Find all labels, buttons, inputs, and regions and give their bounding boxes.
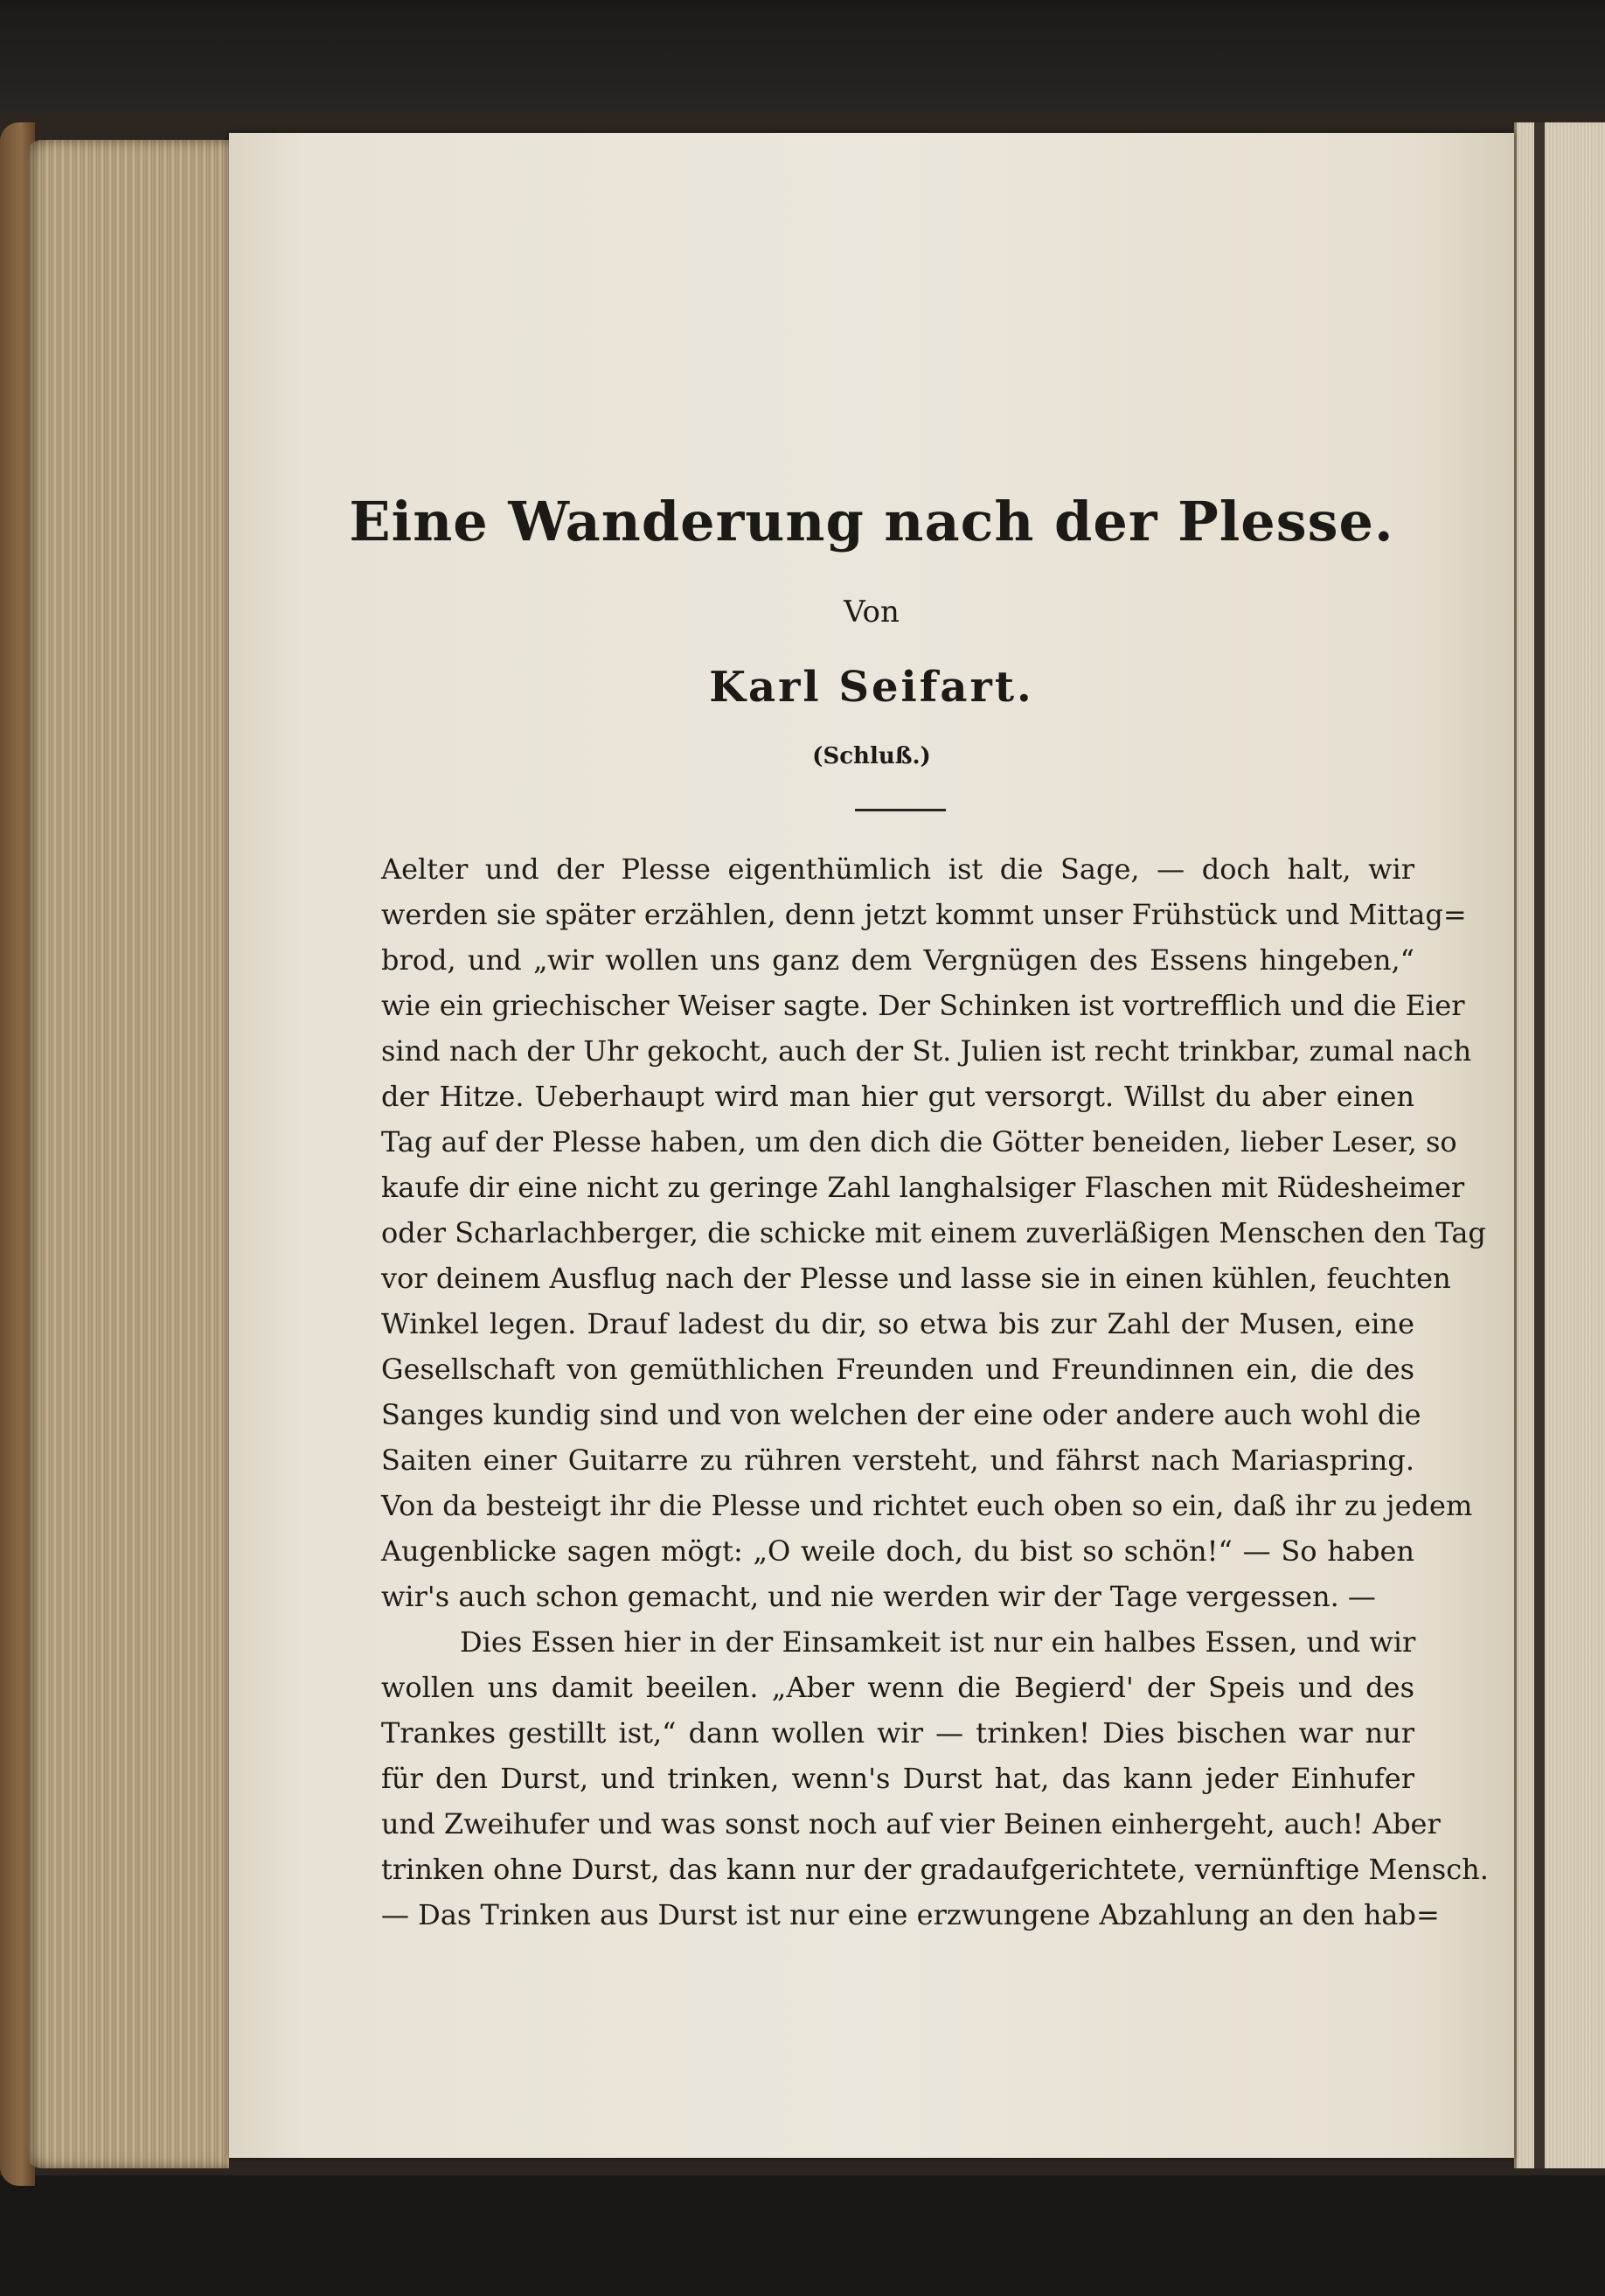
conclusion-note: (Schluß.): [812, 743, 931, 769]
byline-prefix: Von: [844, 595, 900, 630]
text-line: Saiten einer Guitarre zu rühren versteht, und fährst nach Mariaspring.: [381, 1444, 1414, 1477]
text-line: Dies Essen hier in der Einsamkeit ist nur ein halbes Essen, und wir: [460, 1625, 1416, 1659]
text-line: kaufe dir eine nicht zu geringe Zahl langhalsiger Flaschen mit Rüdesheimer: [381, 1171, 1465, 1204]
text-line: Sanges kundig sind und von welchen der eine oder andere auch wohl die: [381, 1398, 1421, 1431]
text-line: Gesellschaft von gemüthlichen Freunden und Freundinnen ein, die des: [381, 1353, 1414, 1386]
text-line: der Hitze. Ueberhaupt wird man hier gut versorgt. Willst du aber einen: [381, 1080, 1414, 1113]
text-line: wollen uns damit beeilen. „Aber wenn die Begierd' der Speis und des: [381, 1671, 1414, 1704]
text-line: Augenblicke sagen mögt: „O weile doch, du bist so schön!“ — So haben: [381, 1534, 1414, 1568]
text-line: trinken ohne Durst, das kann nur der gradaufgerichtete, vernünftige Mensch.: [381, 1853, 1489, 1886]
text-line: Tag auf der Plesse haben, um den dich die Götter beneiden, lieber Leser, so: [381, 1125, 1457, 1158]
author-name: Karl Seifart.: [709, 663, 1034, 712]
separator-rule: [855, 809, 946, 811]
body-text: [381, 846, 1489, 1938]
text-line: Aelter und der Plesse eigenthümlich ist die Sage, — doch halt, wir: [381, 852, 1414, 886]
text-line: Trankes gestillt ist,“ dann wollen wir — trinken! Dies bischen war nur: [381, 1716, 1414, 1750]
text-line: Winkel legen. Drauf ladest du dir, so etwa bis zur Zahl der Musen, eine: [381, 1307, 1414, 1340]
text-line: Von da besteigt ihr die Plesse und richtet euch oben so ein, daß ihr zu jedem: [381, 1489, 1473, 1522]
text-line: brod, und „wir wollen uns ganz dem Vergnügen des Essens hingeben,“: [381, 943, 1414, 977]
text-line: — Das Trinken aus Durst ist nur eine erzwungene Abzahlung an den hab=: [381, 1898, 1440, 1931]
text-line: und Zweihufer und was sonst noch auf vier Beinen einhergeht, auch! Aber: [381, 1807, 1441, 1840]
text-line: wie ein griechischer Weiser sagte. Der Schinken ist vortrefflich und die Eier: [381, 989, 1465, 1022]
text-line: wir's auch schon gemacht, und nie werden wir der Tage vergessen. —: [381, 1580, 1376, 1613]
text-line: für den Durst, und trinken, wenn's Durst hat, das kann jeder Einhufer: [381, 1762, 1414, 1795]
text-line: werden sie später erzählen, denn jetzt kommt unser Frühstück und Mittag=: [381, 898, 1467, 931]
left-page-edges: [26, 140, 229, 2168]
text-line: sind nach der Uhr gekocht, auch der St. Julien ist recht trinkbar, zumal nach: [381, 1034, 1472, 1068]
text-line: oder Scharlachberger, die schicke mit einem zuverläßigen Menschen den Tag: [381, 1216, 1486, 1249]
right-page-edges: [1514, 122, 1605, 2168]
text-line: vor deinem Ausflug nach der Plesse und lasse sie in einen kühlen, feuchten: [381, 1262, 1451, 1295]
article-title: Eine Wanderung nach der Plesse.: [349, 490, 1394, 553]
